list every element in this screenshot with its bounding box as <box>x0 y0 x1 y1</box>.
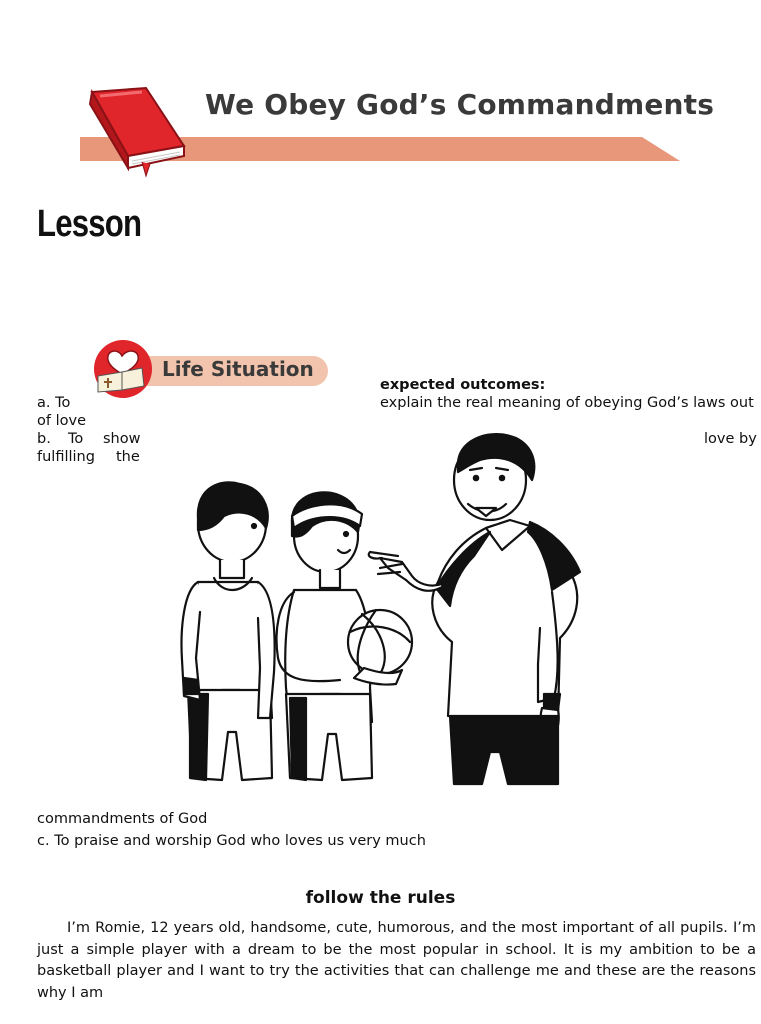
outcome-b-prefix: b. <box>37 431 51 447</box>
outcome-b-continued: fulfilling <box>37 449 95 465</box>
outcome-c-text: c. To praise and worship God who loves us very much <box>37 833 426 849</box>
boy-left-figure <box>182 482 275 780</box>
outcome-b-word: To <box>68 431 84 447</box>
chapter-title: We Obey God’s Commandments <box>205 88 715 121</box>
story-paragraph: I’m Romie, 12 years old, handsome, cute, humorous, and the most important of all pupils. I’m just a simple player with a dream to be the most popular in school. It is my ambition to be a basketball player and I want to try the activities that can challenge me and these are the reasons why I am <box>37 920 756 1001</box>
heart-bible-icon <box>92 338 154 400</box>
outcome-a-continued: of love <box>37 413 86 429</box>
coach-figure <box>369 434 580 784</box>
outcome-a-text: explain the real meaning of obeying God’s laws out <box>380 395 754 411</box>
outcome-b-continued: commandments of God <box>37 811 208 827</box>
outcome-b-text: love by <box>704 431 757 447</box>
coach-and-players-illustration <box>140 432 600 788</box>
outcome-a-prefix: a. To <box>37 395 71 411</box>
bible-book-icon <box>84 86 188 178</box>
outcome-b-continued: the <box>116 449 140 465</box>
section-heading: follow the rules <box>305 888 456 908</box>
outcomes-heading: expected outcomes: <box>380 377 546 393</box>
lesson-label: Lesson <box>37 203 142 245</box>
life-situation-label: Life Situation <box>162 357 314 381</box>
outcome-b-word: show <box>103 431 141 447</box>
boy-middle-figure <box>277 492 412 780</box>
